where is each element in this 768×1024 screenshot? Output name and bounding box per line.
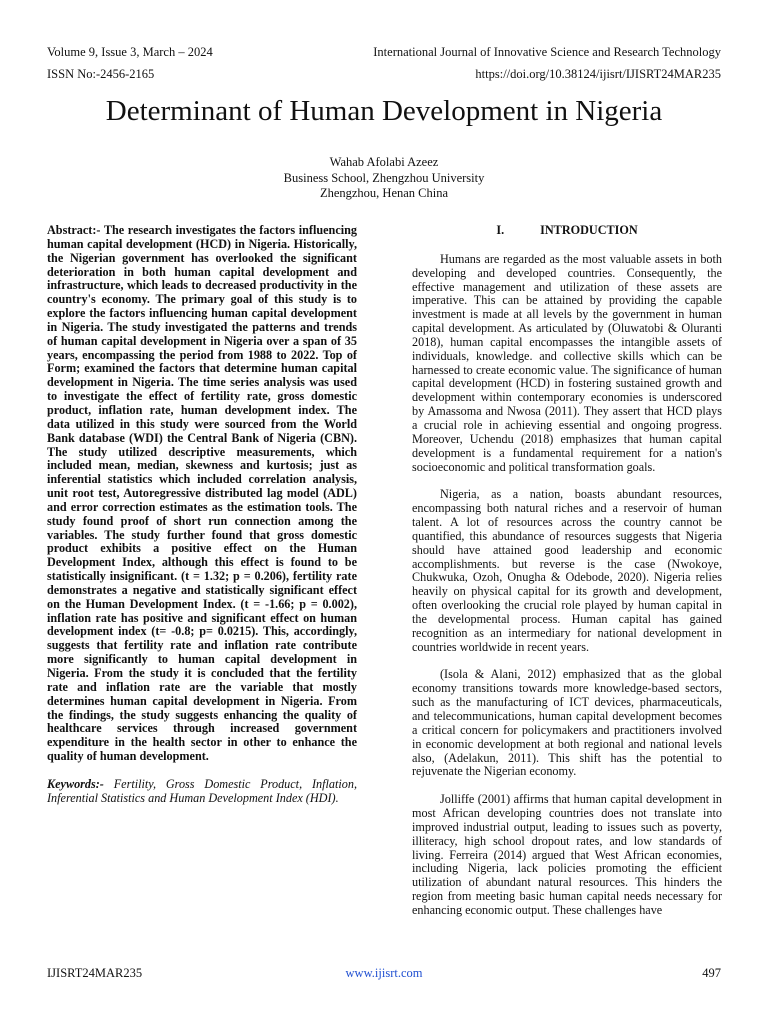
keywords-text: Fertility, Gross Domestic Product, Inflation, Inferential Statistics and Human Development Index (HDI). (47, 776, 357, 805)
header-volume: Volume 9, Issue 3, March – 2024 (47, 45, 213, 59)
section-number: I. (496, 223, 505, 237)
left-column (47, 224, 357, 806)
paragraph-1: Humans are regarded as the most valuable assets in both developing and developed countries. Consequently, the effective management and utilization of these assets are imperative. This can be attained by providing the capable investment is made at all levels by the government in human capital development. As articulated by (Oluwatobi & Oluranti 2018), human capital encompasses the intangible assets of individuals, knowledge. and collective skills which can be harnessed to create economic value. The significance of human capital development (HCD) in fostering sustained growth and development within contemporary economies is underscored by Amassoma and Nwosa (2011). They assert that HCD plays a crucial role in achieving essential and ongoing progress. Moreover, Uchendu (2018) emphasizes that human capital development is a fundamental requirement for a nation's socioeconomic and political transformation goals. (412, 251, 722, 474)
author-block (0, 155, 768, 202)
section-title: INTRODUCTION (540, 223, 638, 237)
abstract: Abstract:- The research investigates the factors influencing human capital development (HCD) in Nigeria. Historically, the Nigerian government has overlooked the significant deterioration in both human capital development and infrastructure, which leads to decreased productivity in the country's economy. The primary goal of this study is to explore the factors influencing human capital development in Nigeria. The study investigated the patterns and trends of human capital development in Nigeria over a span of 35 years, encompassing the period from 1988 to 2022. Top of Form; examined the factors that determine human capital development in Nigeria. The time series analysis was used to investigate the effect of fertility rate, gross domestic product, inflation rate, human development index. The data utilized in this study were sourced from the World Bank database (WDI) the Central Bank of Nigeria (CBN). The study utilized descriptive measurements, which included mean, median, skewness and kurtosis; just as inferential statistics which included correlation analysis, unit root test, Autoregressive distributed lag model (ADL) and error correction estimates as the estimation tools. The study found proof of short run connection among the variables. The study further found that gross domestic product exhibits a positive effect on the Human Development Index, although this effect is found to be statistically insignificant. (t = 1.32; p = 0.206), fertility rate demonstrates a negative and statistically significant effect on the Human Development Index. (t = -1.66; p = 0.002), inflation rate has positive and significant effect on human development index (t= -0.8; p= 0.0215). This, accordingly, suggests that fertility rate and inflation rate contribute more significantly to human capital development in Nigeria. From the study it is concluded that the fertility rate and inflation rate are the variable that mostly determines human capital development in Nigeria. From the findings, the study suggests enhancing the quality of healthcare services through increased government expenditure in the health sector in other to enhance the quality of human development. (47, 223, 357, 764)
author-affiliation: Business School, Zhengzhou University (283, 170, 485, 185)
keywords-label: Keywords:- (47, 776, 104, 791)
paragraph-2: Nigeria, as a nation, boasts abundant resources, encompassing both natural riches and a reservoir of human talent. A lot of resources across the country cannot be quantified, this abundance of resources suggests that Nigeria should have attained good leadership and economic accomplishments. but reverse is the case (Nwokoye, Chukwuka, Ozoh, Onugha & Odebode, 2020). Nigeria relies heavily on physical capital for its growth and development, often overlooking the crucial role played by human capital in the developmental process. Human capital has gained recognition as an intermediary for national development in countries worldwide in recent years. (412, 487, 722, 654)
header-journal: International Journal of Innovative Science and Research Technology (373, 45, 721, 59)
right-column (412, 224, 722, 918)
footer-code: IJISRT24MAR235 (47, 966, 143, 980)
paragraph-3: (Isola & Alani, 2012) emphasized that as the global economy transitions towards more knowledge-based sectors, such as the manufacturing of ICT devices, pharmaceuticals, and telecommunications, human capital development becomes a critical concern for policymakers and practitioners involved in economic development at both regional and national levels also, (Adelakun, 2011). This shift has the potential to rejuvenate the Nigerian economy. (412, 667, 722, 779)
section-heading (412, 224, 722, 238)
footer-site-link (0, 965, 768, 981)
author-location: Zhengzhou, Henan China (319, 186, 449, 200)
header-issn: ISSN No:-2456-2165 (47, 67, 155, 81)
footer-page-number: 497 (702, 966, 721, 980)
header-doi-link[interactable]: https://doi.org/10.38124/ijisrt/IJISRT24MAR235 (475, 67, 721, 81)
author-name: Wahab Afolabi Azeez (329, 155, 439, 169)
footer-site-link-text[interactable]: www.ijisrt.com (345, 966, 423, 980)
paragraph-4: Jolliffe (2001) affirms that human capital development in most African developing countries does not translate into improved industrial output, leading to issues such as poverty, illiteracy, high school dropout rates, and low standards of living. Ferreira (2014) argued that West African economies, including Nigeria, lack policies promoting the efficient utilization of abundant natural resources. This hinders the region from meeting basic human capital needs necessary for enhancing economic output. These challenges have (412, 792, 722, 917)
paper-title: Determinant of Human Development in Nigeria (105, 95, 663, 127)
keywords (47, 778, 357, 806)
